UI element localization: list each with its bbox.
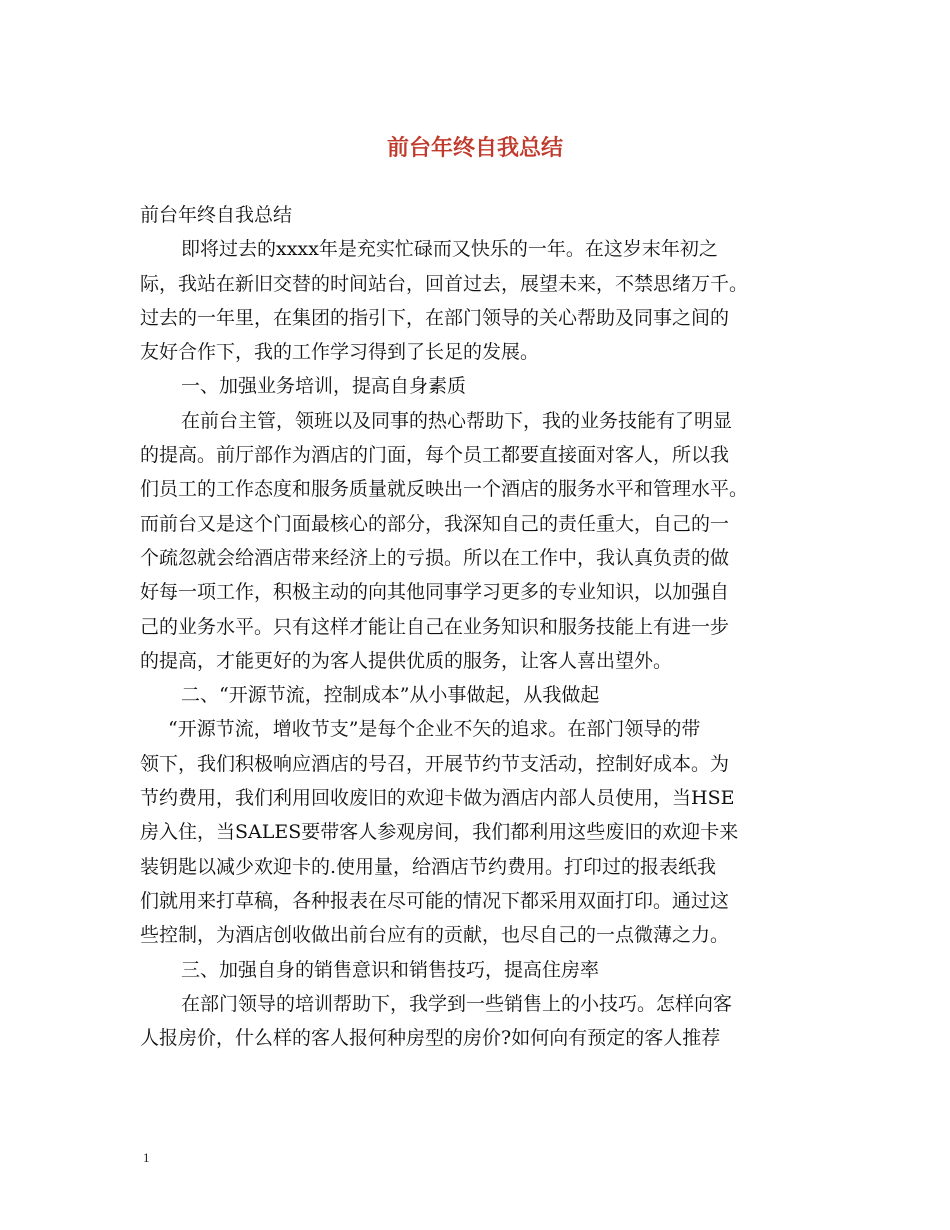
section-heading: 一、加强业务培训，提高自身素质 bbox=[181, 375, 467, 398]
paragraph-line: 好每一项工作，积极主动的向其他同事学习更多的专业知识，以加强自 bbox=[140, 581, 730, 604]
paragraph-line: 节约费用，我们利用回收废旧的欢迎卡做为酒店内部人员使用，当HSE bbox=[140, 787, 735, 810]
section-heading: 三、加强自身的销售意识和销售技巧，提高住房率 bbox=[181, 958, 600, 981]
subtitle-line: 前台年终自我总结 bbox=[140, 204, 293, 226]
paragraph-line: 们员工的工作态度和服务质量就反映出一个酒店的服务水平和管理水平。 bbox=[140, 478, 749, 501]
paragraph-line: 在前台主管，领班以及同事的热心帮助下，我的业务技能有了明显 bbox=[181, 409, 733, 432]
paragraph-line: “开源节流，增收节支”是每个企业不矢的追求。在部门领导的带 bbox=[168, 718, 701, 741]
paragraph-line: 即将过去的xxxx年是充实忙碌而又快乐的一年。在这岁末年初之 bbox=[181, 238, 718, 261]
paragraph-line: 人报房价，什么样的客人报何种房型的房价?如何向有预定的客人推荐 bbox=[140, 1027, 721, 1050]
paragraph-line: 的提高。前厅部作为酒店的门面，每个员工都要直接面对客人，所以我 bbox=[140, 444, 730, 467]
paragraph-line: 些控制，为酒店创收做出前台应有的贡献，也尽自己的一点微薄之力。 bbox=[140, 924, 730, 947]
paragraph-line: 己的业务水平。只有这样才能让自己在业务知识和服务技能上有进一步 bbox=[140, 615, 730, 638]
section-heading: 二、“开源节流，控制成本”从小事做起，从我做起 bbox=[181, 684, 600, 707]
page-number: 1 bbox=[143, 1150, 150, 1165]
document-body bbox=[140, 198, 820, 1055]
paragraph-line: 的提高，才能更好的为客人提供优质的服务，让客人喜出望外。 bbox=[140, 649, 673, 672]
paragraph-line: 友好合作下，我的工作学习得到了长足的发展。 bbox=[140, 341, 540, 364]
paragraph-line: 而前台又是这个门面最核心的部分，我深知自己的责任重大，自己的一 bbox=[140, 512, 730, 535]
paragraph-line: 房入住，当SALES要带客人参观房间，我们都利用这些废旧的欢迎卡来 bbox=[140, 821, 739, 844]
paragraph-line: 领下，我们积极响应酒店的号召，开展节约节支活动，控制好成本。为 bbox=[140, 752, 730, 775]
paragraph-line: 过去的一年里，在集团的指引下，在部门领导的关心帮助及同事之间的 bbox=[140, 306, 730, 329]
paragraph-line: 际，我站在新旧交替的时间站台，回首过去，展望未来，不禁思绪万千。 bbox=[140, 272, 749, 295]
paragraph-line: 们就用来打草稿，各种报表在尽可能的情况下都采用双面打印。通过这 bbox=[140, 889, 730, 912]
paragraph-line: 个疏忽就会给酒店带来经济上的亏损。所以在工作中，我认真负责的做 bbox=[140, 546, 730, 569]
document-title: 前台年终自我总结 bbox=[386, 135, 563, 161]
paragraph-line: 装钥匙以减少欢迎卡的.使用量，给酒店节约费用。打印过的报表纸我 bbox=[140, 855, 717, 878]
paragraph-line: 在部门领导的培训帮助下，我学到一些销售上的小技巧。怎样向客 bbox=[181, 992, 733, 1015]
